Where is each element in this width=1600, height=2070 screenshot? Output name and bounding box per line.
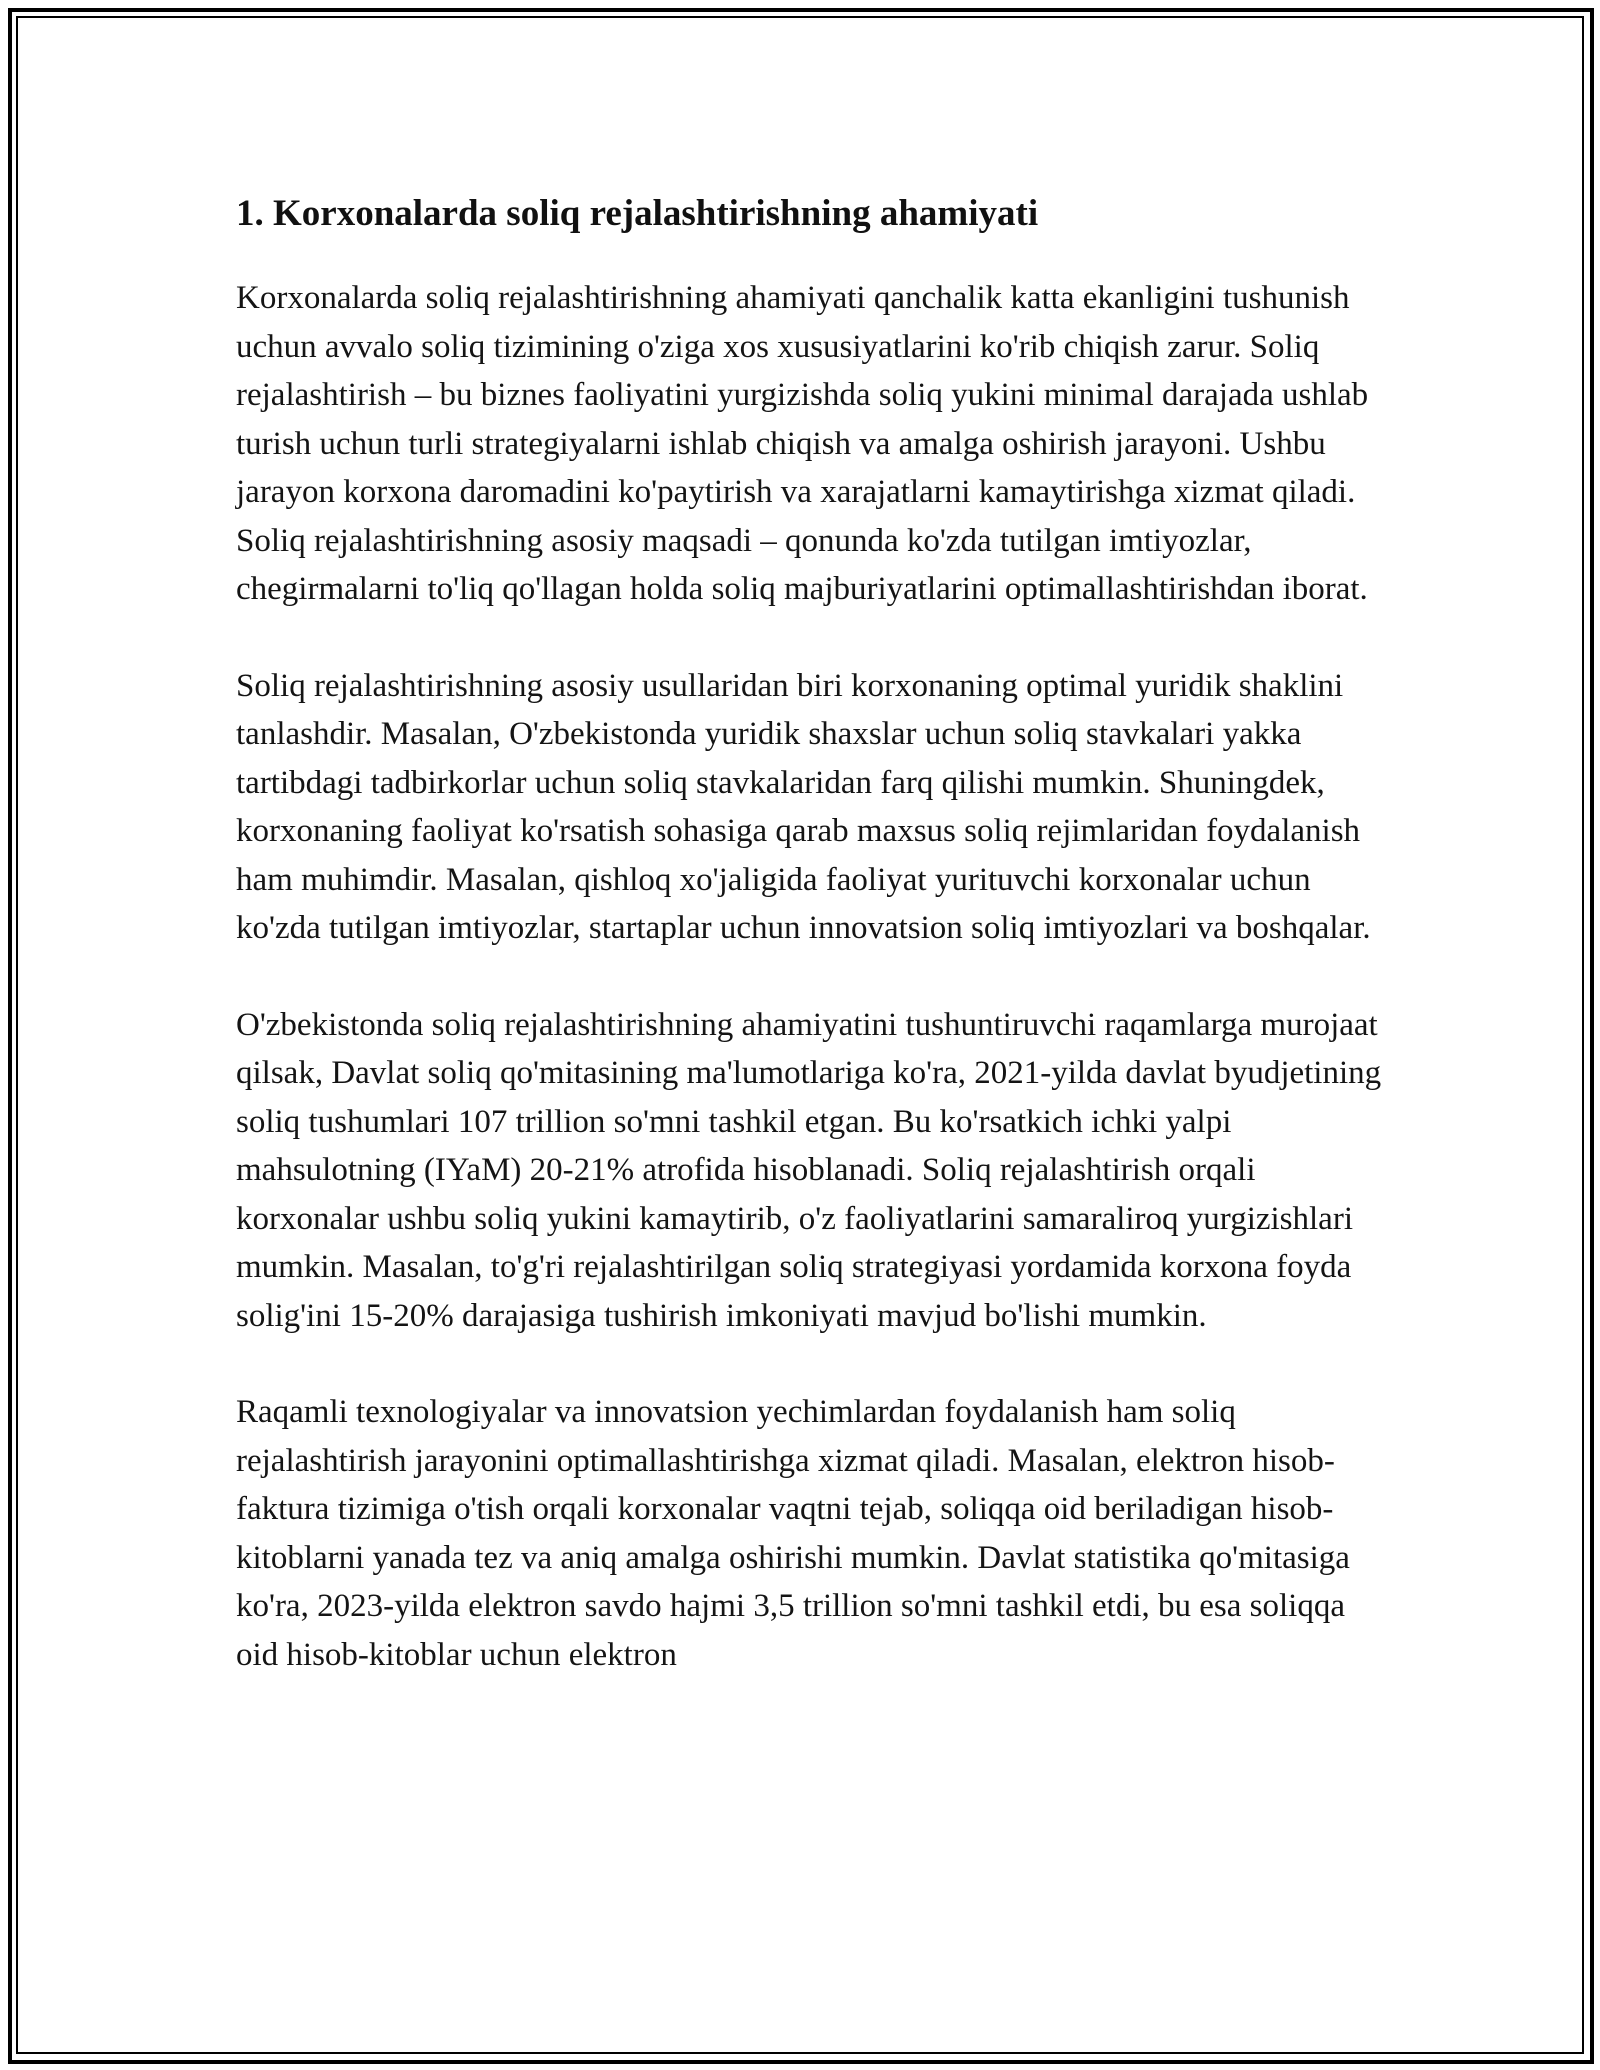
paragraph-1: Korxonalarda soliq rejalashtirishning ahamiyati qanchalik katta ekanligini tushunish uchun avvalo soliq tizimining o'ziga xos xususiyatlarini ko'rib chiqish zarur. Soliq rejalashtirish – bu biznes faoliyatini yurgizishda soliq yukini minimal darajada ushlab turish uchun turli strategiyalarni ishlab chiqish va amalga oshirish jarayoni. Ushbu jarayon korxona daromadini ko'paytirish va xarajatlarni kamaytirishga xizmat qiladi. Soliq rejalashtirishning asosiy maqsadi – qonunda ko'zda tutilgan imtiyozlar, chegirmalarni to'liq qo'llagan holda soliq majburiyatlarini optimallashtirishdan iborat. bbox=[236, 280, 1369, 607]
paragraph-3: O'zbekistonda soliq rejalashtirishning ahamiyatini tushuntiruvchi raqamlarga murojaat qilsak, Davlat soliq qo'mitasining ma'lumotlariga ko'ra, 2021-yilda davlat byudjetining soliq tushumlari 107 trillion so'mni tashkil etgan. Bu ko'rsatkich ichki yalpi mahsulotning (IYaM) 20-21% atrofida hisoblanadi. Soliq rejalashtirish orqali korxonalar ushbu soliq yukini kamaytirib, o'z faoliyatlarini samaraliroq yurgizishlari mumkin. Masalan, to'g'ri rejalashtirilgan soliq strategiyasi yordamida korxona foyda solig'ini 15-20% darajasiga tushirish imkoniyati mavjud bo'lishi mumkin. bbox=[236, 1006, 1382, 1334]
paragraph-2: Soliq rejalashtirishning asosiy usullaridan biri korxonaning optimal yuridik shaklini tanlashdir. Masalan, O'zbekistonda yuridik shaxslar uchun soliq stavkalari yakka tartibdagi tadbirkorlar uchun soliq stavkalaridan farq qilishi mumkin. Shuningdek, korxonaning faoliyat ko'rsatish sohasiga qarab maxsus soliq rejimlaridan foydalanish ham muhimdir. Masalan, qishloq xo'jaligida faoliyat yurituvchi korxonalar uchun ko'zda tutilgan imtiyozlar, startaplar uchun innovatsion soliq imtiyozlari va boshqalar. bbox=[236, 667, 1371, 946]
document-body bbox=[236, 188, 1386, 1727]
section-title: 1. Korxonalarda soliq rejalashtirishning ahamiyati bbox=[236, 193, 1039, 234]
paragraph-4: Raqamli texnologiyalar va innovatsion yechimlardan foydalanish ham soliq rejalashtirish jarayonini optimallashtirishga xizmat qiladi. Masalan, elektron hisob-faktura tizimiga o'tish orqali korxonalar vaqtni tejab, soliqqa oid beriladigan hisob-kitoblarni yanada tez va aniq amalga oshirishi mumkin. Davlat statistika qo'mitasiga ko'ra, 2023-yilda elektron savdo hajmi 3,5 trillion so'mni tashkil etdi, bu esa soliqqa oid hisob-kitoblar uchun elektron bbox=[236, 1394, 1350, 1673]
